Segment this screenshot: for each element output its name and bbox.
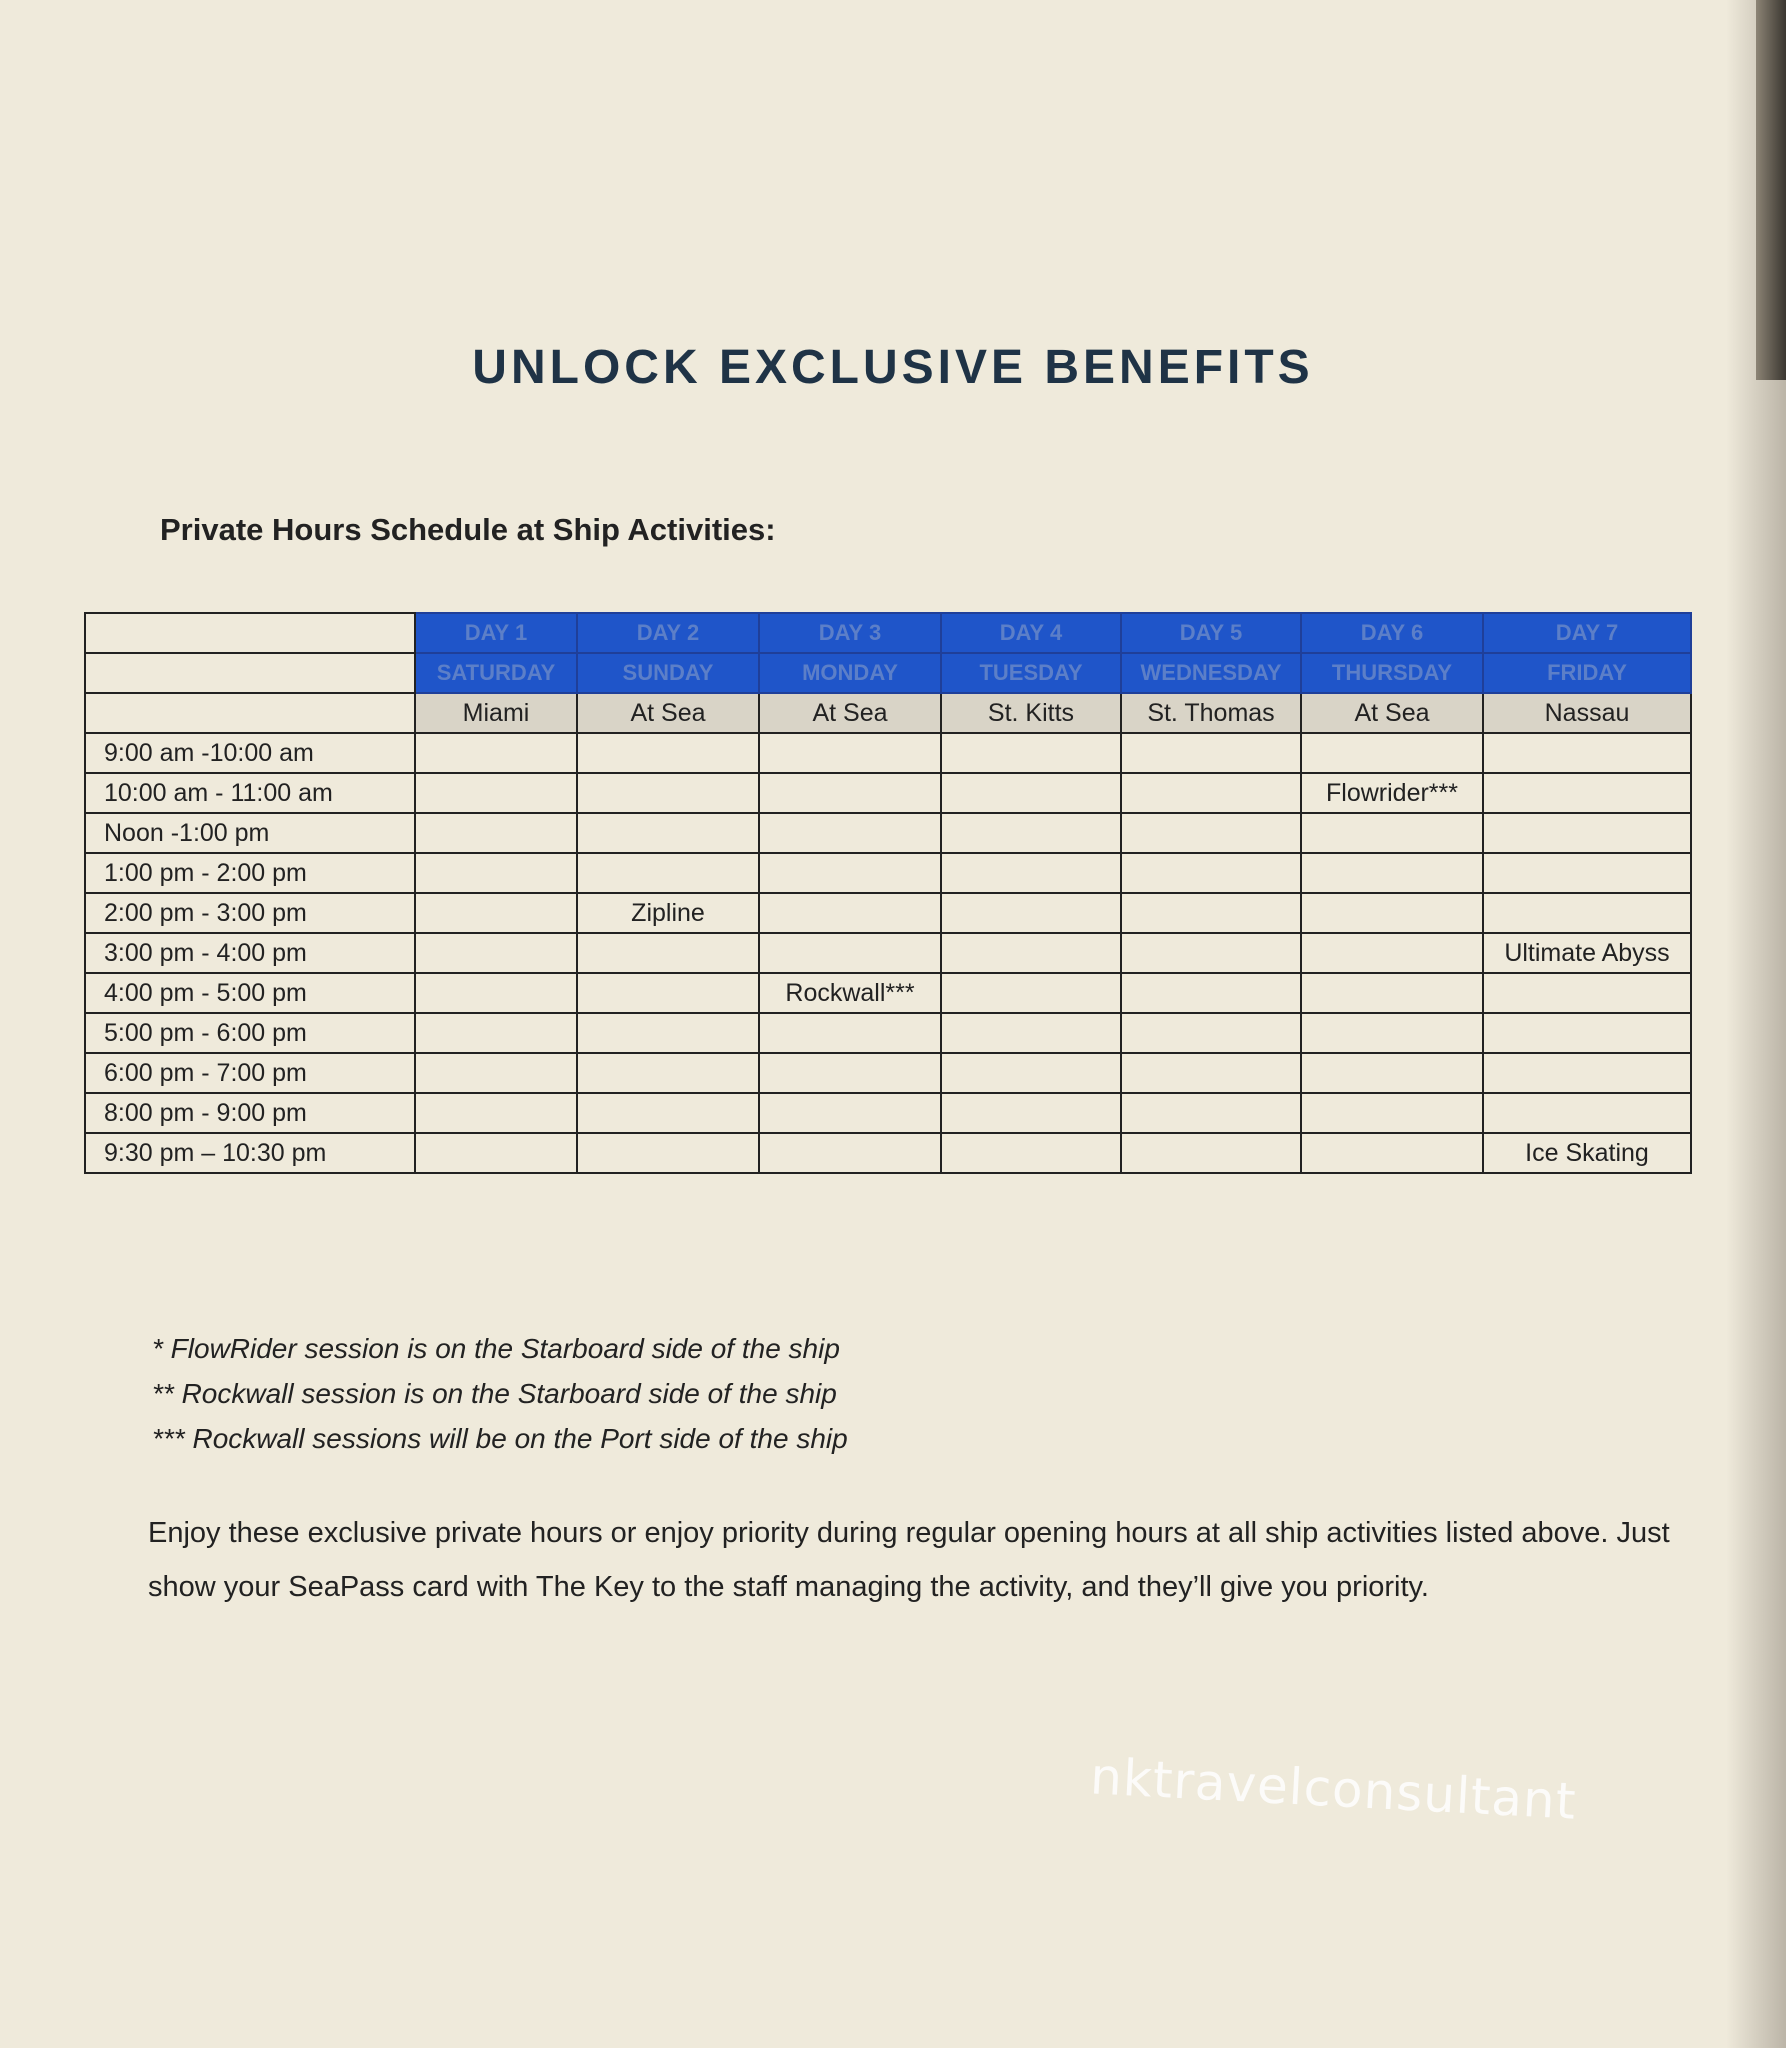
header-day-cell: DAY 5: [1121, 613, 1301, 653]
header-port-cell: At Sea: [759, 693, 941, 733]
header-weekday-cell: SATURDAY: [415, 653, 577, 693]
header-day-cell: DAY 3: [759, 613, 941, 653]
activity-cell: [941, 973, 1121, 1013]
activity-cell: [1483, 733, 1691, 773]
activity-cell: Ultimate Abyss: [1483, 933, 1691, 973]
activity-cell: [577, 933, 759, 973]
header-day-cell: DAY 2: [577, 613, 759, 653]
activity-cell: Zipline: [577, 893, 759, 933]
activity-cell: [1301, 733, 1483, 773]
activity-cell: [1483, 893, 1691, 933]
header-port-cell: St. Thomas: [1121, 693, 1301, 733]
time-slot-cell: 5:00 pm - 6:00 pm: [85, 1013, 415, 1053]
schedule-table: [84, 612, 1692, 1174]
activity-cell: [759, 813, 941, 853]
time-slot-cell: 10:00 am - 11:00 am: [85, 773, 415, 813]
activity-cell: [415, 773, 577, 813]
activity-cell: [941, 1013, 1121, 1053]
activity-cell: [415, 813, 577, 853]
activity-cell: [415, 733, 577, 773]
activity-cell: Rockwall***: [759, 973, 941, 1013]
activity-cell: [415, 853, 577, 893]
activity-cell: [759, 1013, 941, 1053]
activity-cell: [759, 733, 941, 773]
activity-cell: [1301, 813, 1483, 853]
header-weekday-cell: TUESDAY: [941, 653, 1121, 693]
header-port-cell: At Sea: [1301, 693, 1483, 733]
activity-cell: [759, 773, 941, 813]
header-port-row: [85, 693, 1691, 733]
activity-cell: [415, 973, 577, 1013]
table-row: [85, 853, 1691, 893]
activity-cell: [1301, 1013, 1483, 1053]
activity-cell: [415, 1133, 577, 1173]
table-row: [85, 773, 1691, 813]
time-slot-cell: 1:00 pm - 2:00 pm: [85, 853, 415, 893]
activity-cell: [415, 1053, 577, 1093]
activity-cell: [941, 813, 1121, 853]
activity-cell: [1121, 853, 1301, 893]
activity-cell: [1121, 733, 1301, 773]
activity-cell: [759, 1093, 941, 1133]
header-day-cell: DAY 7: [1483, 613, 1691, 653]
activity-cell: [1301, 893, 1483, 933]
table-row: [85, 1053, 1691, 1093]
activity-cell: [1301, 973, 1483, 1013]
table-row: [85, 733, 1691, 773]
footnote-2: ** Rockwall session is on the Starboard side of the ship: [152, 1378, 837, 1409]
activity-cell: [1483, 1013, 1691, 1053]
header-corner-cell: [85, 653, 415, 693]
activity-cell: [759, 853, 941, 893]
activity-cell: [1121, 1133, 1301, 1173]
header-weekday-cell: MONDAY: [759, 653, 941, 693]
header-port-cell: Nassau: [1483, 693, 1691, 733]
activity-cell: [577, 973, 759, 1013]
header-weekday-cell: FRIDAY: [1483, 653, 1691, 693]
header-day-cell: DAY 6: [1301, 613, 1483, 653]
activity-cell: [1121, 773, 1301, 813]
activity-cell: [1483, 1053, 1691, 1093]
activity-cell: [941, 933, 1121, 973]
header-port-cell: At Sea: [577, 693, 759, 733]
header-weekday-cell: THURSDAY: [1301, 653, 1483, 693]
activity-cell: [1121, 1053, 1301, 1093]
activity-cell: [1121, 933, 1301, 973]
activity-cell: Flowrider***: [1301, 773, 1483, 813]
activity-cell: [1483, 1093, 1691, 1133]
header-day-cell: DAY 1: [415, 613, 577, 653]
activity-cell: [1121, 973, 1301, 1013]
time-slot-cell: 4:00 pm - 5:00 pm: [85, 973, 415, 1013]
table-row: [85, 1093, 1691, 1133]
activity-cell: [941, 733, 1121, 773]
activity-cell: [941, 1093, 1121, 1133]
footnotes: [152, 1326, 848, 1461]
page-title: UNLOCK EXCLUSIVE BENEFITS: [472, 341, 1314, 394]
header-port-cell: Miami: [415, 693, 577, 733]
activity-cell: [415, 893, 577, 933]
activity-cell: [759, 933, 941, 973]
watermark: nktravelconsultant: [1088, 1747, 1578, 1831]
activity-cell: [577, 1093, 759, 1133]
activity-cell: [1301, 1093, 1483, 1133]
activity-cell: [577, 1013, 759, 1053]
time-slot-cell: 9:30 pm – 10:30 pm: [85, 1133, 415, 1173]
header-day-row: [85, 613, 1691, 653]
activity-cell: [577, 733, 759, 773]
benefits-paragraph: Enjoy these exclusive private hours or enjoy priority during regular opening hours at all ship activities listed above. Just show your SeaPass card with The Key to the staff managing the activity, and they’ll give you priority.: [148, 1517, 1670, 1603]
activity-cell: [415, 1013, 577, 1053]
time-slot-cell: 6:00 pm - 7:00 pm: [85, 1053, 415, 1093]
activity-cell: [1483, 813, 1691, 853]
header-weekday-cell: SUNDAY: [577, 653, 759, 693]
activity-cell: [759, 1053, 941, 1093]
activity-cell: [1121, 1093, 1301, 1133]
activity-cell: [1301, 1053, 1483, 1093]
activity-cell: [577, 813, 759, 853]
activity-cell: [577, 1133, 759, 1173]
table-row: [85, 1133, 1691, 1173]
footnote-3: *** Rockwall sessions will be on the Port side of the ship: [152, 1423, 848, 1454]
activity-cell: [577, 853, 759, 893]
header-corner-cell: [85, 693, 415, 733]
activity-cell: [1483, 773, 1691, 813]
header-corner-cell: [85, 613, 415, 653]
time-slot-cell: 3:00 pm - 4:00 pm: [85, 933, 415, 973]
activity-cell: [941, 773, 1121, 813]
activity-cell: [1483, 853, 1691, 893]
activity-cell: [1301, 853, 1483, 893]
time-slot-cell: Noon -1:00 pm: [85, 813, 415, 853]
time-slot-cell: 9:00 am -10:00 am: [85, 733, 415, 773]
activity-cell: [577, 773, 759, 813]
table-row: [85, 1013, 1691, 1053]
activity-cell: [577, 1053, 759, 1093]
table-row: [85, 973, 1691, 1013]
activity-cell: [415, 1093, 577, 1133]
schedule-subtitle: Private Hours Schedule at Ship Activities:: [160, 512, 776, 547]
activity-cell: [759, 1133, 941, 1173]
activity-cell: [941, 1053, 1121, 1093]
header-port-cell: St. Kitts: [941, 693, 1121, 733]
table-row: [85, 813, 1691, 853]
activity-cell: [1301, 1133, 1483, 1173]
activity-cell: [1121, 1013, 1301, 1053]
activity-cell: [1121, 893, 1301, 933]
activity-cell: [759, 893, 941, 933]
header-weekday-row: [85, 653, 1691, 693]
activity-cell: Ice Skating: [1483, 1133, 1691, 1173]
header-day-cell: DAY 4: [941, 613, 1121, 653]
table-row: [85, 893, 1691, 933]
activity-cell: [1483, 973, 1691, 1013]
activity-cell: [941, 893, 1121, 933]
table-row: [85, 933, 1691, 973]
time-slot-cell: 2:00 pm - 3:00 pm: [85, 893, 415, 933]
footnote-1: * FlowRider session is on the Starboard side of the ship: [152, 1333, 840, 1364]
activity-cell: [941, 1133, 1121, 1173]
activity-cell: [1301, 933, 1483, 973]
time-slot-cell: 8:00 pm - 9:00 pm: [85, 1093, 415, 1133]
activity-cell: [1121, 813, 1301, 853]
activity-cell: [415, 933, 577, 973]
header-weekday-cell: WEDNESDAY: [1121, 653, 1301, 693]
page-corner-shadow: [1756, 0, 1786, 380]
activity-cell: [941, 853, 1121, 893]
